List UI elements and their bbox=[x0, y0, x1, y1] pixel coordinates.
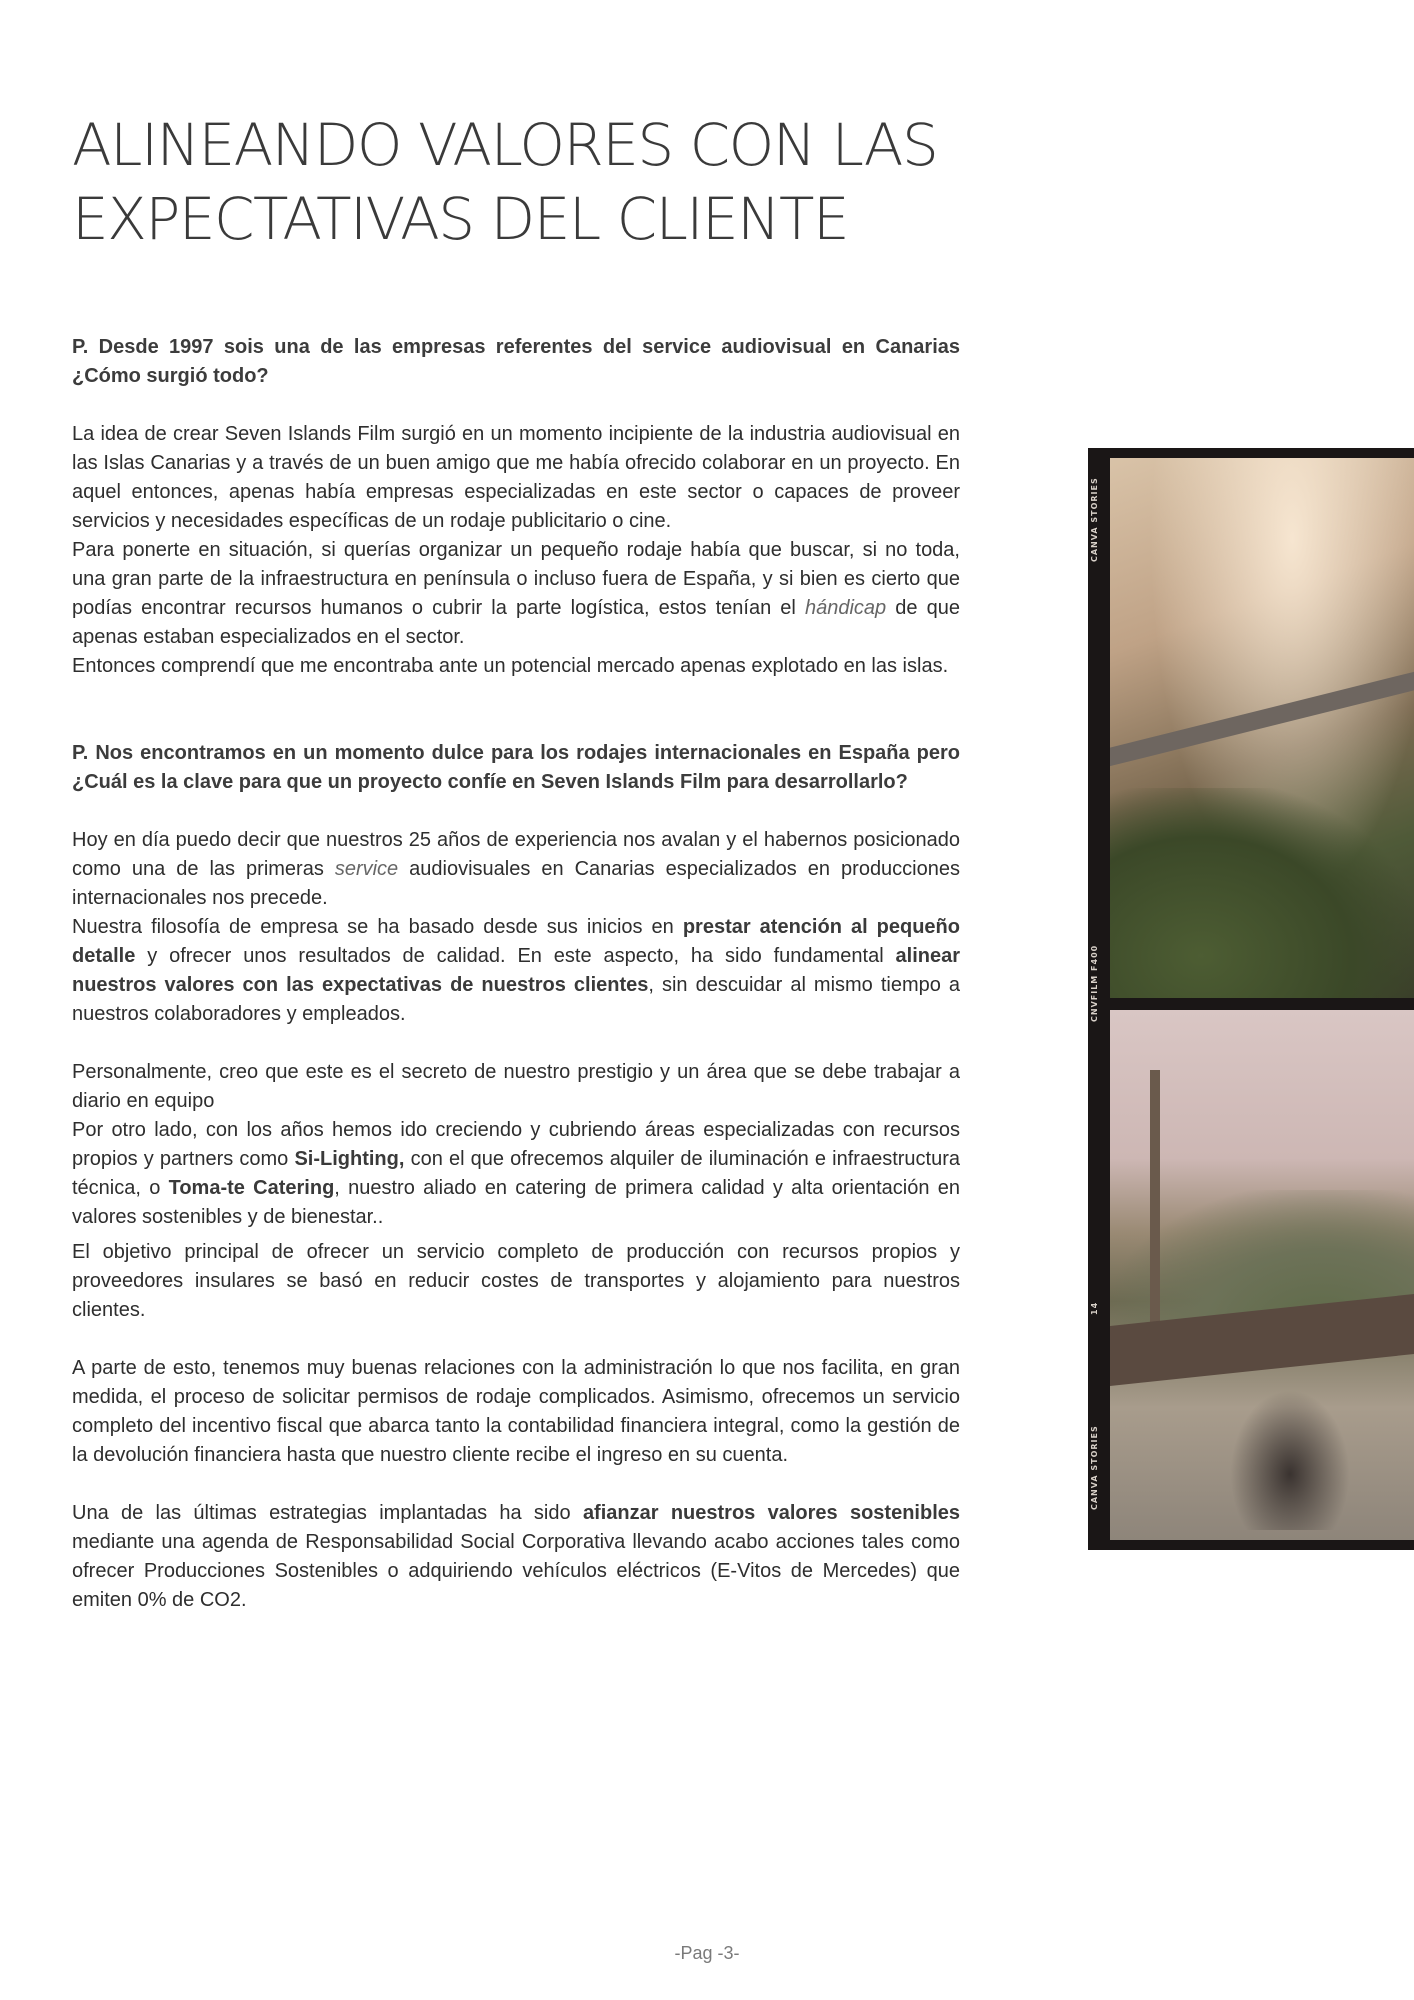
article-body bbox=[72, 333, 960, 1615]
answer-2-paragraph-1: Hoy en día puedo decir que nuestros 25 años de experiencia nos avalan y el habernos posicionado como una de las primeras service audiovisuales en Canarias especializados en producciones internacionales nos precede. bbox=[72, 829, 960, 909]
title-line-2: EXPECTATIVAS DEL CLIENTE bbox=[72, 185, 849, 253]
film-frame-set-shot bbox=[1110, 1010, 1414, 1540]
answer-2-paragraph-5: El objetivo principal de ofrecer un servicio completo de producción con recursos propios y proveedores insulares se basó en reducir costes de transportes y alojamiento para nuestros clientes. bbox=[72, 1241, 960, 1321]
answer-2-paragraph-3: Personalmente, creo que este es el secreto de nuestro prestigio y un área que se debe trabajar a diario en equipo bbox=[72, 1061, 960, 1112]
partner-toma-te-catering: Toma-te Catering bbox=[168, 1177, 335, 1199]
highlight-detail: prestar atención al pequeño detalle bbox=[72, 916, 960, 967]
film-frame-crane-shot bbox=[1110, 458, 1414, 998]
answer-2-paragraph-4: Por otro lado, con los años hemos ido creciendo y cubriendo áreas especializadas con recursos propios y partners como Si-Lighting, con el que ofrecemos alquiler de iluminación e infraestructura técnica, o Toma-te Catering, nuestro aliado en catering de primera calidad y alta orientación en valores sostenibles y de bienestar.. bbox=[72, 1119, 960, 1228]
handicap-italic: hándicap bbox=[804, 597, 887, 619]
film-edge-frame-number: 14 bbox=[1090, 1301, 1099, 1315]
answer-2-paragraph-7: Una de las últimas estrategias implantadas ha sido afianzar nuestros valores sostenibles mediante una agenda de Responsabilidad Social Corporativa llevando acabo acciones tales como ofrecer Producciones Sostenibles o adquiriendo vehículos eléctricos (E-Vitos de Mercedes) que emiten 0% de CO2. bbox=[72, 1502, 960, 1611]
highlight-sustainable: afianzar nuestros valores sostenibles bbox=[582, 1502, 960, 1524]
page-title bbox=[72, 108, 1032, 256]
answer-1-paragraph-2: Para ponerte en situación, si querías organizar un pequeño rodaje había que buscar, si no toda, una gran parte de la infraestructura en península o incluso fuera de España, y si bien es cierto que podías encontrar recursos humanos o cubrir la parte logística, estos tenían el hándicap de que apenas estaban especializados en el sector. bbox=[72, 539, 961, 648]
partner-si-lighting: Si-Lighting, bbox=[294, 1148, 405, 1170]
answer-2-paragraph-6: A parte de esto, tenemos muy buenas relaciones con la administración lo que nos facilita, en gran medida, el proceso de solicitar permisos de rodaje complicados. Asimismo, ofrecemos un servicio completo del incentivo fiscal que abarca tanto la contabilidad financiera integral, como la gestión de la devolución financiera hasta que nuestro cliente recibe el ingreso en su cuenta. bbox=[72, 1357, 960, 1466]
service-italic: service bbox=[334, 858, 399, 880]
film-edge-label-mid: CNVFILM F400 bbox=[1090, 944, 1099, 1022]
answer-1-paragraph-3: Entonces comprendí que me encontraba ante un potencial mercado apenas explotado en las islas. bbox=[72, 655, 949, 677]
film-strip-image bbox=[1088, 448, 1414, 1550]
film-edge-label-top: CANVA STORIES bbox=[1090, 477, 1099, 563]
question-2: P. Nos encontramos en un momento dulce para los rodajes internacionales en España pero ¿Cuál es la clave para que un proyecto confíe en Seven Islands Film para desarrollarlo? bbox=[72, 742, 960, 793]
question-1: P. Desde 1997 sois una de las empresas referentes del service audiovisual en Canarias ¿Cómo surgió todo? bbox=[72, 336, 960, 387]
page-number: -Pag -3- bbox=[674, 1943, 740, 1963]
title-line-1: ALINEANDO VALORES CON LAS bbox=[72, 111, 938, 179]
highlight-values: alinear nuestros valores con las expectativas de nuestros clientes bbox=[72, 945, 960, 996]
answer-1-paragraph-1: La idea de crear Seven Islands Film surgió en un momento incipiente de la industria audiovisual en las Islas Canarias y a través de un buen amigo que me había ofrecido colaborar en un proyecto. En aquel entonces, apenas había empresas especializadas en este sector o capaces de proveer servicios y necesidades específicas de un rodaje publicitario o cine. bbox=[72, 423, 960, 532]
answer-2-paragraph-2: Nuestra filosofía de empresa se ha basado desde sus inicios en prestar atención al pequeño detalle y ofrecer unos resultados de calidad. En este aspecto, ha sido fundamental alinear nuestros valores con las expectativas de nuestros clientes, sin descuidar al mismo tiempo a nuestros colaboradores y empleados. bbox=[72, 916, 960, 1025]
film-edge-label-bottom: CANVA STORIES bbox=[1090, 1425, 1099, 1511]
